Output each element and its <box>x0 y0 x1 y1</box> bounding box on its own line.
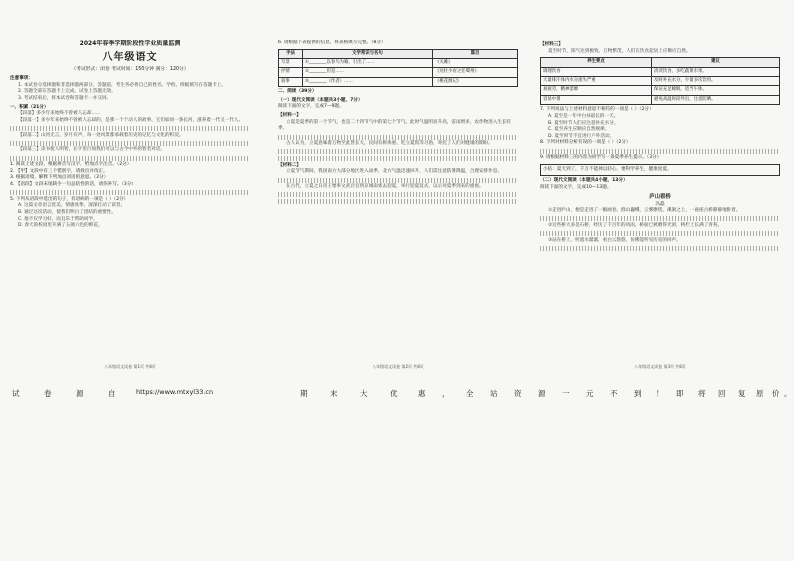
table-header: 手法 <box>279 49 303 58</box>
text-block <box>540 149 780 154</box>
banner-char: 源 <box>76 389 84 398</box>
text-block <box>10 141 250 146</box>
sub-section-heading: （二）现代文阅读（本题共4小题，13分） <box>540 178 628 184</box>
sub-section-heading: （一）现代文阅读（本题共3小题，7分） <box>278 97 363 103</box>
instruction: 阅读下面的文字，完成10—13题。 <box>540 185 612 191</box>
notice-item: 3. 考试结束后，将本试卷和答题卡一并交回。 <box>18 96 112 102</box>
option: A. 夏至是一年中白昼最长的一天。 <box>548 113 619 119</box>
text-block <box>540 216 780 221</box>
banner-char: 不 <box>610 389 618 398</box>
banner-char: 源 <box>538 389 546 398</box>
table-cell: 避免高温时段外出，注意防晒。 <box>652 95 780 104</box>
question: 4. 【语段】文段末尾缺少一句总结性的话，请你补写。（3分） <box>10 182 136 188</box>
banner-char: 期 <box>300 389 308 398</box>
text-block <box>540 231 780 236</box>
paragraph: 立夏节气期间，我国南方大部分地区进入雨季，北方气温迅速回升，人们需注意防暑降温，合理安排作息。 <box>286 169 502 175</box>
table-cell: 调理饮食 <box>541 67 652 76</box>
table-cell: 清淡饮食，多吃蔬菜水果。 <box>652 67 780 76</box>
instruction: 阅读下面的文字，完成7—9题。 <box>278 104 344 110</box>
option: D. 春天的校园里开满了五颜六色的鲜花。 <box>18 223 103 229</box>
table-cell: ①________以春鸟为喻，引出了…… <box>302 59 432 68</box>
table-cell: 容易中暑 <box>541 95 652 104</box>
notice-item: 2. 答题全部在答题卡上完成，试卷上答题无效。 <box>18 89 116 95</box>
table-cell: 大量排汗体内水分流失严重 <box>541 77 652 86</box>
text-block <box>10 126 250 131</box>
health-table <box>540 57 780 105</box>
table-cell: ②________但是…… <box>302 68 432 77</box>
table-row <box>279 77 518 86</box>
banner-char: 。 <box>784 389 792 398</box>
literature-table <box>278 49 518 88</box>
text-block <box>278 199 518 204</box>
paragraph: 【段落三】读书使人明智，在字里行间我们可以与古今中外的智者对话。 <box>18 147 166 153</box>
question: 2. 【甲】文段中有三个错别字，请找出并改正。 <box>10 168 108 174</box>
paragraph: ②这些桥大多是石桥，经历了千百年的风雨，桥面已被磨得光滑，桥栏上长满了青苔。 <box>548 222 723 228</box>
paragraph: 在古代，立夏之日帝王要率文武百官到京城南郊去迎夏，举行迎夏仪式，以示对夏季到来的重视。 <box>286 184 484 190</box>
section-heading: 二、阅读（39分） <box>278 89 317 95</box>
material-label: 【材料二】 <box>278 162 301 168</box>
table-header: 养生要点 <box>541 58 652 67</box>
banner-char: 全 <box>466 389 474 398</box>
paragraph: 【段落二】山河无言，岁月有声，每一处风景都承载着历史的记忆与文化的积淀。 <box>18 132 184 138</box>
option: A. 这篇文章语言优美，情感真挚，深深打动了读者。 <box>18 203 126 209</box>
paragraph: 立夏是夏季的第一个节气，也是二十四节气中的第七个节气。此时气温明显升高，雷雨增多，农作物进入生长旺季。 <box>278 119 512 132</box>
banner-char: 大 <box>360 389 368 398</box>
option: B. 通过这次活动，使我们明白了团结的重要性。 <box>18 209 116 215</box>
table-row <box>541 77 780 86</box>
banner-char: 资 <box>514 389 522 398</box>
table-row <box>541 86 780 95</box>
paragraph: 夏至时节，阳气达到极致，万物繁茂，人们在饮食起居上应顺应自然。 <box>548 48 691 54</box>
essay-title: 庐山看桥 <box>649 193 671 200</box>
banner-char: 试 <box>12 389 20 398</box>
banner-char: 优 <box>390 389 398 398</box>
option: D. 夏至时节不宜进行户外活动。 <box>548 133 615 139</box>
banner-char: ！ <box>656 389 664 398</box>
paragraph: 古人认为，立夏意味着万物至此皆长大，民间有称体重、吃立夏饭等习俗，寄托了人们对健康的期盼。 <box>286 141 493 147</box>
text-block <box>278 192 518 197</box>
text-block <box>278 149 518 154</box>
text-block <box>278 135 518 140</box>
banner-char: 一 <box>562 389 570 398</box>
banner-char: 卷 <box>44 389 52 398</box>
table-header: 文学常识与名句 <box>302 49 432 58</box>
page-footer: 八年级语文试卷 第1页 共8页 <box>104 364 156 370</box>
text-block <box>10 156 250 161</box>
question: 8. 下列对材料分析有误的一项是（ ）（2分） <box>540 140 631 146</box>
option: B. 夏至时节人们应注意补充水分。 <box>548 120 619 126</box>
table-cell: 抒情 <box>279 68 303 77</box>
table-header: 建议 <box>652 58 780 67</box>
watermark-banner <box>0 388 794 402</box>
option: C. 夏至养生应顺应自然规律。 <box>548 127 610 133</box>
exam-title: 2024年春季学期阶段性学业质量监测 <box>79 40 181 47</box>
table-cell: 《桃花源记》 <box>432 77 517 86</box>
intro-paragraph: 【段落】多少年来始终不曾被人忘却…… <box>18 111 101 117</box>
banner-char: ， <box>442 389 450 398</box>
page-2 <box>278 40 518 370</box>
banner-char: 回 <box>718 389 726 398</box>
banner-char: 站 <box>490 389 498 398</box>
subject-title: 八年级语文 <box>102 51 158 63</box>
banner-char: 惠 <box>418 389 426 398</box>
material-label: 【材料三】 <box>540 42 563 47</box>
table-header: 篇目 <box>432 49 517 58</box>
table-row <box>541 67 780 76</box>
notice-title: 注意事项： <box>10 76 33 82</box>
banner-url[interactable]: https://www.mtxyl33.cn <box>136 388 214 396</box>
table-cell: 叙事 <box>279 77 303 86</box>
page-footer: 八年级语文试卷 第2页 共8页 <box>372 364 424 370</box>
table-cell: 《关雎》 <box>432 59 517 68</box>
text-block <box>540 246 780 251</box>
table-row <box>279 59 518 68</box>
summary-box: 小结：夏天到了，千万不能掉以轻心，要科学养生，健康度夏。 <box>540 164 780 177</box>
essay-author: 冯磊 <box>655 201 665 207</box>
paragraph: 【段落一】多少年来始终不曾被人忘却的，是那一个个动人的故事，它们如同一条长河，滋养着一代又一代人。 <box>18 118 244 124</box>
page-3 <box>540 40 780 370</box>
question: 6. 请根据下表提供的信息，将表格填写完整。（8分） <box>278 40 386 45</box>
notice-item: 1. 本试卷分选择题和非选择题两部分，答题前，考生务必将自己的姓名、学校、班级填写在答题卡上。 <box>18 82 226 88</box>
text-block <box>10 190 250 195</box>
table-row <box>541 95 780 104</box>
table-row <box>279 68 518 77</box>
table-cell: 保证充足睡眠，适当午休。 <box>652 86 780 95</box>
banner-char: 末 <box>330 389 338 398</box>
paragraph: ①走进庐山，便是走进了一幅画卷。群山巍峨，云雾缭绕，溪涧之上，一座座古桥静静地卧着。 <box>548 208 741 214</box>
material-label: 【材料一】 <box>278 113 301 119</box>
page-1 <box>10 40 250 370</box>
question: 1. 阅读上述文段，根据拼音写汉字，给加点字注音。（2分） <box>10 162 132 168</box>
question: 9. 请根据材料三的内容为同学写一条夏季养生提示。（3分） <box>540 155 662 161</box>
section-heading: 一、积累（21分） <box>10 104 49 110</box>
banner-char: 复 <box>738 389 746 398</box>
table-cell: 及时补充水分，少量多次饮用。 <box>652 77 780 86</box>
banner-char: 原 <box>756 389 764 398</box>
banner-char: 价 <box>772 389 780 398</box>
text-block <box>278 178 518 183</box>
banner-char: 即 <box>676 389 684 398</box>
page-footer: 八年级语文试卷 第3页 共8页 <box>634 364 686 370</box>
paragraph: ③站在桥上，听流水潺潺，看白云悠悠，仿佛能听见历史的回声。 <box>548 237 681 243</box>
table-cell: 《送杜少府之任蜀州》 <box>432 68 517 77</box>
question: 7. 下列说法与上述材料意思不相符的一项是（ ）（2分） <box>540 107 654 113</box>
banner-char: 到 <box>634 389 642 398</box>
question: 5. 下列从语段中选出的句子，有语病的一项是（ ）（2分） <box>10 196 129 202</box>
table-cell: ⑤________（作者）…… <box>302 77 432 86</box>
option: C. 他不仅学习好，而且乐于帮助同学。 <box>18 216 98 222</box>
banner-char: 元 <box>586 389 594 398</box>
table-cell: 写景 <box>279 59 303 68</box>
text-block <box>278 156 518 161</box>
table-cell: 易疲劳，精神萎靡 <box>541 86 652 95</box>
banner-char: 自 <box>108 389 116 398</box>
exam-info: （考试形式：闭卷 考试时间：150分钟 满分：120分） <box>71 67 189 73</box>
question: 3. 根据语境，解释下列加点词语的意思。（2分） <box>10 175 109 181</box>
banner-char: 将 <box>698 389 706 398</box>
